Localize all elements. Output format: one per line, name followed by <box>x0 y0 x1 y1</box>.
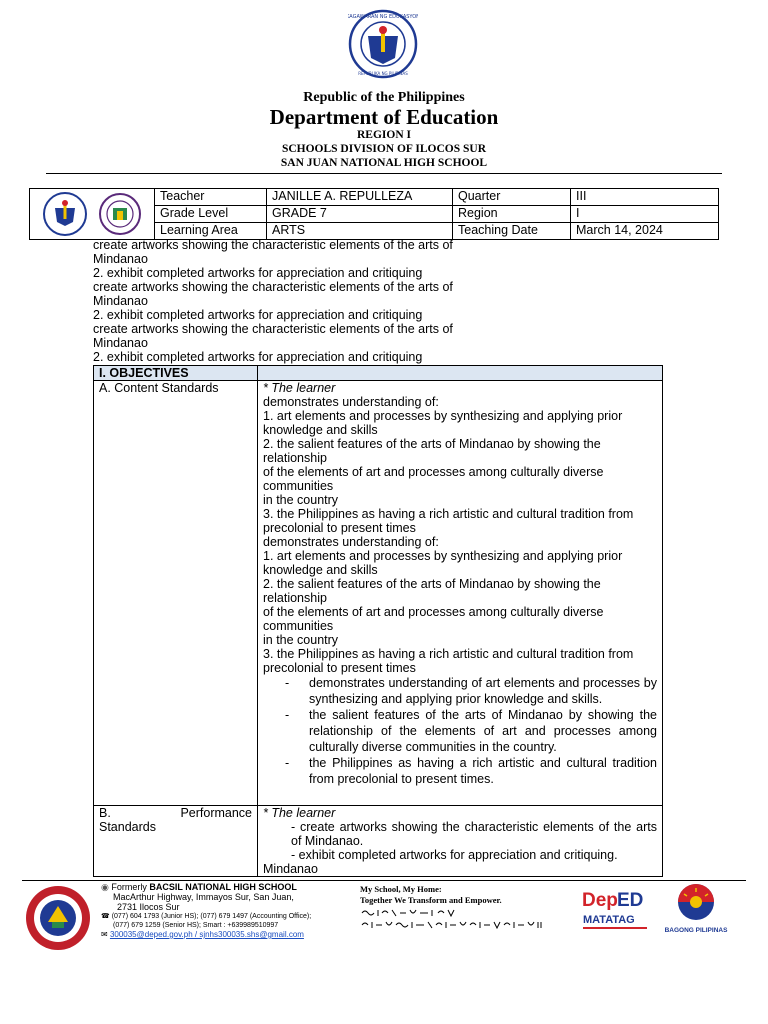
region-label: Region <box>453 206 571 223</box>
date-label: Teaching Date <box>453 223 571 240</box>
content-line: 1. art elements and processes by synthesizing and applying prior <box>263 409 623 423</box>
info-logos-cell <box>30 189 155 240</box>
baybayin-script-image <box>360 906 560 932</box>
phone-icon: ☎ <box>101 913 110 920</box>
content-bullet: the Philippines as having a rich artistic and cultural tradition from precolonial to present times. <box>309 756 657 786</box>
content-learner-label: * The learner <box>263 381 336 395</box>
stray-line: create artworks showing the characteristic elements of the arts of <box>93 238 453 252</box>
content-line: of the elements of art and processes among culturally diverse <box>263 465 604 479</box>
content-line: 2. the salient features of the arts of Mindanao by showing the <box>263 577 601 591</box>
dash-marker: - <box>285 676 290 690</box>
deped-seal-logo <box>348 6 418 86</box>
content-bullet: demonstrates understanding of art elements and processes by synthesizing and applying prior knowledge and skills. <box>309 676 657 706</box>
footer-divider <box>22 880 746 881</box>
content-line: precolonial to present times <box>263 521 416 535</box>
teacher-label: Teacher <box>155 189 267 206</box>
perf-tail: Mindanao <box>263 862 318 876</box>
content-line: communities <box>263 619 334 633</box>
address-line: 2731 Ilocos Sur <box>117 902 180 912</box>
formerly-name: BACSIL NATIONAL HIGH SCHOOL <box>149 882 297 892</box>
header-department: Department of Education <box>269 105 499 129</box>
content-line: 2. the salient features of the arts of Mindanao by showing the <box>263 437 601 451</box>
deped-matatag-logo <box>580 886 650 941</box>
svg-text:MATATAG: MATATAG <box>583 914 635 926</box>
region-value: I <box>571 206 719 223</box>
content-standards-cell <box>258 381 663 806</box>
stray-line: Mindanao <box>93 336 148 350</box>
dash-marker: - <box>285 756 290 770</box>
email-link[interactable]: 300035@deped.gov.ph / sjnhs300035.shs@gmail.com <box>109 930 304 939</box>
teacher-value: JANILLE A. REPULLEZA <box>267 189 453 206</box>
content-line: relationship <box>263 591 327 605</box>
content-bullet: the salient features of the arts of Mindanao by showing the relationship of the elements of art and processes among culturally diverse communities in the country. <box>309 708 657 754</box>
perf-line: - create artworks showing the characteristic elements of the arts of Mindanao. <box>291 820 657 848</box>
area-label: Learning Area <box>155 223 267 240</box>
content-line: relationship <box>263 451 327 465</box>
grade-value: GRADE 7 <box>267 206 453 223</box>
phone-line: (077) 679 1259 (Senior HS); Smart : +639989510997 <box>113 922 279 929</box>
perf-line: - exhibit completed artworks for appreciation and critiquing. <box>291 848 618 862</box>
grade-label: Grade Level <box>155 206 267 223</box>
header-division: SCHOOLS DIVISION OF ILOCOS SUR <box>281 143 487 155</box>
school-footer-seal-logo <box>24 884 92 952</box>
footer-motto-block <box>360 884 570 935</box>
header-school: SAN JUAN NATIONAL HIGH SCHOOL <box>280 157 488 169</box>
location-pin-icon: ◉ <box>101 882 109 892</box>
content-line: knowledge and skills <box>263 563 378 577</box>
content-line: in the country <box>263 493 339 507</box>
date-value: March 14, 2024 <box>571 223 719 240</box>
phone-line: (077) 604 1793 (Junior HS); (077) 679 1497 (Accounting Office); <box>111 913 312 920</box>
header-region: REGION I <box>357 129 411 141</box>
content-line: 1. art elements and processes by synthesizing and applying prior <box>263 549 623 563</box>
content-line: demonstrates understanding of: <box>263 395 439 409</box>
stray-text-block <box>93 238 493 364</box>
content-line: knowledge and skills <box>263 423 378 437</box>
objectives-table <box>93 365 663 877</box>
list-item <box>263 755 657 787</box>
motto-line: Together We Transform and Empower. <box>360 895 502 905</box>
stray-line: create artworks showing the characteristic elements of the arts of <box>93 322 453 336</box>
perf-learner-label: * The learner <box>263 806 336 820</box>
school-seal-icon <box>98 192 142 236</box>
stray-line: create artworks showing the characteristic elements of the arts of <box>93 280 453 294</box>
content-line: in the country <box>263 633 339 647</box>
performance-standards-label <box>94 806 258 877</box>
stray-line: Mindanao <box>93 252 148 266</box>
svg-text:REPUBLIKA NG PILIPINAS: REPUBLIKA NG PILIPINAS <box>358 71 408 76</box>
list-item <box>263 675 657 707</box>
bagong-pilipinas-logo <box>663 880 729 941</box>
content-line: 3. the Philippines as having a rich artistic and cultural tradition from <box>263 507 634 521</box>
stray-line: Mindanao <box>93 294 148 308</box>
header-republic: Republic of the Philippines <box>303 90 465 105</box>
content-line: precolonial to present times <box>263 661 416 675</box>
svg-text:BAGONG PILIPINAS: BAGONG PILIPINAS <box>664 927 728 934</box>
objectives-heading: I. OBJECTIVES <box>94 366 258 381</box>
performance-standards-cell <box>258 806 663 877</box>
dash-marker: - <box>285 708 290 722</box>
svg-text:Dep: Dep <box>582 890 618 911</box>
email-icon: ✉ <box>101 930 108 939</box>
quarter-label: Quarter <box>453 189 571 206</box>
svg-text:KAGAWARAN NG EDUKASYON: KAGAWARAN NG EDUKASYON <box>348 14 418 20</box>
perf-label-part: Standards <box>99 820 156 834</box>
address-line: MacArthur Highway, Immayos Sur, San Juan, <box>113 892 294 902</box>
content-line: communities <box>263 479 334 493</box>
formerly-prefix: Formerly <box>111 882 150 892</box>
stray-line: 2. exhibit completed artworks for appreciation and critiquing <box>93 308 423 322</box>
lesson-info-table <box>29 188 719 240</box>
content-line: 3. the Philippines as having a rich artistic and cultural tradition from <box>263 647 634 661</box>
header-divider <box>46 173 722 174</box>
stray-line: 2. exhibit completed artworks for appreciation and critiquing <box>93 266 423 280</box>
content-bullet-list <box>263 675 657 787</box>
perf-label-part: B. <box>99 806 111 820</box>
area-value: ARTS <box>267 223 453 240</box>
footer-address-block <box>101 882 351 940</box>
objectives-heading-blank <box>258 366 663 381</box>
content-line: of the elements of art and processes among culturally diverse <box>263 605 604 619</box>
list-item <box>263 707 657 755</box>
perf-label-part: Performance <box>180 806 252 820</box>
content-line: demonstrates understanding of: <box>263 535 439 549</box>
motto-line: My School, My Home: <box>360 884 442 894</box>
stray-line: 2. exhibit completed artworks for appreciation and critiquing <box>93 350 423 364</box>
deped-seal-icon <box>42 191 88 237</box>
svg-text:ED: ED <box>617 890 644 911</box>
quarter-value: III <box>571 189 719 206</box>
content-standards-label: A. Content Standards <box>94 381 258 806</box>
